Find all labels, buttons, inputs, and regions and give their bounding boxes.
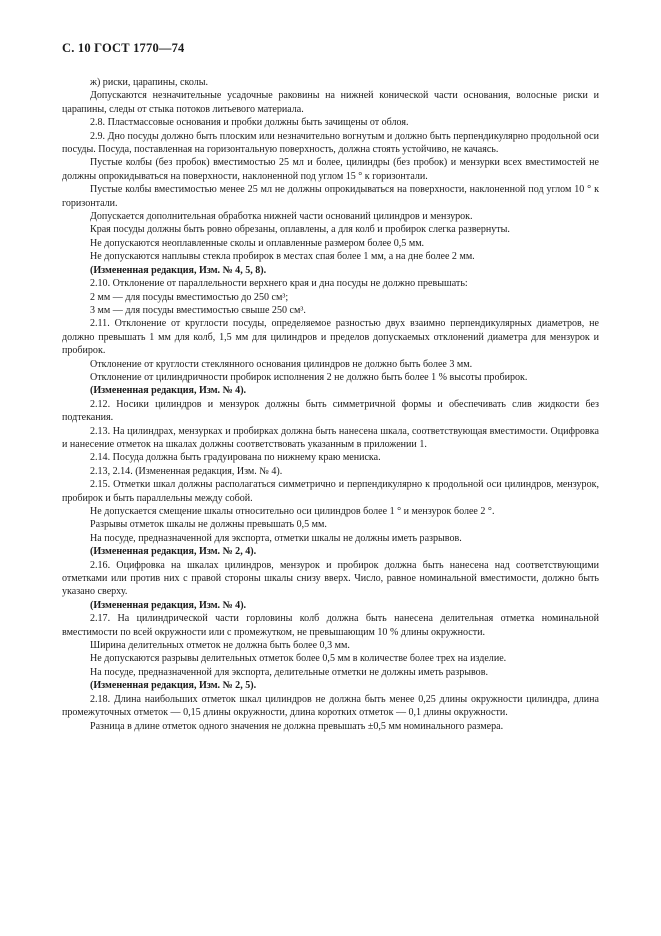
paragraph: 2.18. Длина наибольших отметок шкал цилиндров не должна быть менее 0,25 длины окружности цилиндра, длина промежуточных отметок — 0,15 длины окружности, длина коротких отметок — 0,1 длины окружности. (62, 693, 599, 719)
amendment-note: (Измененная редакция, Изм. № 4). (90, 385, 247, 397)
paragraph: 2.15. Отметки шкал должны располагаться симметрично и перпендикулярно к продольной оси цилиндров, мензурок, пробирок и быть параллельны между собой. (62, 479, 599, 504)
paragraph: Разрывы отметок шкалы не должны превышать 0,5 мм. (90, 519, 327, 531)
amendment-note: (Измененная редакция, Изм. № 4, 5, 8). (90, 264, 267, 276)
paragraph: 2.11. Отклонение от круглости посуды, определяемое разностью двух взаимно перпендикулярных диаметров, не должно превышать 1 мм для колб, 1,5 мм для цилиндров и пределов допускаемых отклонений диаметра для мензурок и пробирок. (62, 318, 599, 357)
paragraph: Не допускаются разрывы делительных отметок более 0,5 мм в количестве более трех на изделие. (90, 653, 507, 665)
paragraph: Не допускаются наплывы стекла пробирок в местах спая более 1 мм, а на дне более 2 мм. (90, 251, 475, 263)
paragraph: 2.17. На цилиндрической части горловины колб должна быть нанесена делительная отметка номинальной вместимости по всей окружности или с промежутком, не превышающим 10 % длины окружности. (62, 613, 599, 638)
amendment-note: (Измененная редакция, Изм. № 2, 4). (90, 546, 257, 558)
amendment-note: (Измененная редакция, Изм. № 4). (90, 599, 247, 611)
paragraph: Пустые колбы (без пробок) вместимостью 25 мл и более, цилиндры (без пробок) и мензурки всех вместимостей не должны опрокидываться на поверхности, наклоненной под углом 15 ° к горизонтали. (62, 157, 599, 182)
paragraph: 2.14. Посуда должна быть градуирована по нижнему краю мениска. (90, 452, 381, 464)
paragraph: На посуде, предназначенной для экспорта, отметки шкалы не должны иметь разрывов. (90, 532, 462, 544)
document-body (62, 76, 599, 733)
paragraph: 2.13, 2.14. (Измененная редакция, Изм. № 4). (90, 465, 283, 477)
paragraph: 2.10. Отклонение от параллельности верхнего края и дна посуды не должно превышать: (90, 278, 468, 290)
paragraph: Не допускаются неоплавленные сколы и оплавленные размером более 0,5 мм. (90, 237, 425, 249)
paragraph: Допускаются незначительные усадочные раковины на нижней конической части основания, волосные риски и царапины, следы от стыка потоков литьевого материала. (62, 90, 599, 115)
amendment-note: (Измененная редакция, Изм. № 2, 5). (90, 680, 257, 692)
paragraph: 2 мм — для посуды вместимостью до 250 см³; (90, 291, 289, 303)
page-header: С. 10 ГОСТ 1770—74 (62, 41, 185, 55)
paragraph: 2.16. Оцифровка на шкалах цилиндров, мензурок и пробирок должна быть нанесена над соответствующими отметками или против них с правой стороны шкалы снизу вверх. Число, равное номинальной вместимости, должно быть указано сверху. (62, 559, 599, 598)
paragraph: 2.13. На цилиндрах, мензурках и пробирках должна быть нанесена шкала, соответствующая вместимости. Оцифровка и нанесение отметок на шкалах должны соответствовать указанным в приложении 1. (62, 425, 599, 450)
paragraph: Не допускается смещение шкалы относительно оси цилиндров более 1 ° и мензурок более 2 °. (90, 506, 495, 517)
paragraph: Допускается дополнительная обработка нижней части оснований цилиндров и мензурок. (90, 211, 473, 223)
paragraph: 2.8. Пластмассовые основания и пробки должны быть зачищены от облоя. (90, 117, 409, 129)
paragraph: Края посуды должны быть ровно обрезаны, оплавлены, а для колб и пробирок слегка развернуты. (90, 224, 510, 236)
paragraph: Разница в длине отметок одного значения не должна превышать ±0,5 мм номинального размера. (90, 720, 504, 732)
paragraph: 2.12. Носики цилиндров и мензурок должны быть симметричной формы и обеспечивать слив жидкости без подтекания. (62, 398, 599, 424)
paragraph: Отклонение от круглости стеклянного основания цилиндров не должно быть более 3 мм. (90, 358, 473, 370)
paragraph: На посуде, предназначенной для экспорта, делительные отметки не должны иметь разрывов. (90, 666, 488, 678)
paragraph: 3 мм — для посуды вместимостью свыше 250 см³. (90, 304, 306, 316)
paragraph: 2.9. Дно посуды должно быть плоским или незначительно вогнутым и должно быть перпендикулярно продольной оси посуды. Посуда, поставленная на горизонтальную поверхность, должна стоять устойчиво, не качаясь. (62, 130, 599, 156)
paragraph: Пустые колбы вместимостью менее 25 мл не должны опрокидываться на поверхности, наклоненной под углом 10 ° к горизонтали. (62, 184, 599, 209)
paragraph: Ширина делительных отметок не должна быть более 0,3 мм. (90, 640, 350, 652)
paragraph: ж) риски, царапины, сколы. (90, 77, 209, 88)
paragraph: Отклонение от цилиндричности пробирок исполнения 2 не должно быть более 1 % высоты пробирок. (90, 371, 528, 383)
